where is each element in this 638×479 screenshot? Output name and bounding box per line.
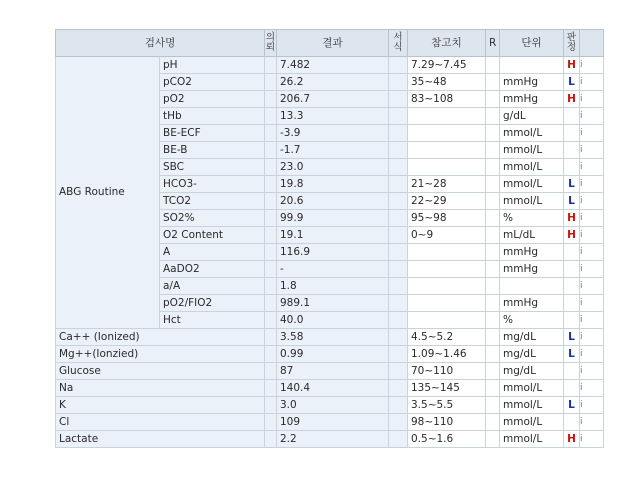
extra-cell[interactable]: i <box>580 159 604 176</box>
reference-cell[interactable] <box>408 159 486 176</box>
r-cell[interactable] <box>486 346 500 363</box>
r-cell[interactable] <box>486 397 500 414</box>
reference-cell[interactable]: 95~98 <box>408 210 486 227</box>
record-cell[interactable] <box>265 176 277 193</box>
test-name-cell[interactable]: Lactate <box>56 431 265 448</box>
judgment-flag[interactable] <box>564 414 580 431</box>
r-cell[interactable] <box>486 278 500 295</box>
test-name-cell[interactable]: Na <box>56 380 265 397</box>
extra-cell[interactable]: i <box>580 227 604 244</box>
extra-cell[interactable]: i <box>580 397 604 414</box>
column-header-record[interactable]: 의뢰 <box>265 30 277 57</box>
reference-cell[interactable]: 0~9 <box>408 227 486 244</box>
form-cell[interactable] <box>389 159 408 176</box>
reference-cell[interactable] <box>408 142 486 159</box>
unit-cell[interactable]: mmHg <box>500 261 564 278</box>
judgment-flag[interactable]: L <box>564 397 580 414</box>
record-cell[interactable] <box>265 261 277 278</box>
result-cell[interactable]: 23.0 <box>277 159 389 176</box>
test-name-cell[interactable]: pH <box>160 57 265 74</box>
unit-cell[interactable]: mmol/L <box>500 176 564 193</box>
unit-cell[interactable]: mg/dL <box>500 346 564 363</box>
unit-cell[interactable]: mmol/L <box>500 142 564 159</box>
record-cell[interactable] <box>265 295 277 312</box>
column-header-result[interactable]: 결과 <box>277 30 389 57</box>
result-cell[interactable]: 3.0 <box>277 397 389 414</box>
extra-cell[interactable]: i <box>580 108 604 125</box>
r-cell[interactable] <box>486 295 500 312</box>
result-cell[interactable]: 26.2 <box>277 74 389 91</box>
r-cell[interactable] <box>486 159 500 176</box>
result-cell[interactable]: - <box>277 261 389 278</box>
table-row[interactable] <box>56 57 604 74</box>
result-cell[interactable]: 87 <box>277 363 389 380</box>
judgment-flag[interactable]: L <box>564 346 580 363</box>
reference-cell[interactable]: 3.5~5.5 <box>408 397 486 414</box>
table-row[interactable] <box>56 363 604 380</box>
unit-cell[interactable]: mmol/L <box>500 380 564 397</box>
r-cell[interactable] <box>486 244 500 261</box>
lab-results-table <box>55 29 604 448</box>
extra-cell[interactable]: i <box>580 74 604 91</box>
r-cell[interactable] <box>486 91 500 108</box>
form-cell[interactable] <box>389 142 408 159</box>
record-cell[interactable] <box>265 329 277 346</box>
extra-cell[interactable]: i <box>580 363 604 380</box>
record-cell[interactable] <box>265 346 277 363</box>
record-cell[interactable] <box>265 159 277 176</box>
judgment-flag[interactable] <box>564 108 580 125</box>
extra-cell[interactable]: i <box>580 278 604 295</box>
column-header-test-name[interactable]: 검사명 <box>56 30 265 57</box>
judgment-flag[interactable]: L <box>564 329 580 346</box>
reference-cell[interactable]: 21~28 <box>408 176 486 193</box>
extra-cell[interactable]: i <box>580 193 604 210</box>
judgment-flag[interactable] <box>564 380 580 397</box>
result-cell[interactable]: 206.7 <box>277 91 389 108</box>
r-cell[interactable] <box>486 363 500 380</box>
record-cell[interactable] <box>265 363 277 380</box>
record-cell[interactable] <box>265 397 277 414</box>
form-cell[interactable] <box>389 176 408 193</box>
judgment-flag[interactable] <box>564 261 580 278</box>
test-name-cell[interactable]: BE-B <box>160 142 265 159</box>
form-cell[interactable] <box>389 380 408 397</box>
unit-cell[interactable]: mmol/L <box>500 414 564 431</box>
r-cell[interactable] <box>486 74 500 91</box>
unit-cell[interactable]: % <box>500 312 564 329</box>
unit-cell[interactable]: mg/dL <box>500 363 564 380</box>
reference-cell[interactable] <box>408 244 486 261</box>
result-cell[interactable]: 7.482 <box>277 57 389 74</box>
record-cell[interactable] <box>265 227 277 244</box>
column-header-form[interactable]: 서식 <box>389 30 408 57</box>
test-name-cell[interactable]: A <box>160 244 265 261</box>
extra-cell[interactable]: i <box>580 57 604 74</box>
test-name-cell[interactable]: Glucose <box>56 363 265 380</box>
extra-cell[interactable]: i <box>580 431 604 448</box>
reference-cell[interactable]: 98~110 <box>408 414 486 431</box>
judgment-flag[interactable]: H <box>564 431 580 448</box>
judgment-flag[interactable] <box>564 312 580 329</box>
table-row[interactable] <box>56 414 604 431</box>
reference-cell[interactable]: 135~145 <box>408 380 486 397</box>
column-header-unit[interactable]: 단위 <box>500 30 564 57</box>
result-cell[interactable]: 109 <box>277 414 389 431</box>
extra-cell[interactable]: i <box>580 346 604 363</box>
column-header-judgment[interactable]: 판정 <box>564 30 580 57</box>
form-cell[interactable] <box>389 244 408 261</box>
test-name-cell[interactable]: SO2% <box>160 210 265 227</box>
r-cell[interactable] <box>486 312 500 329</box>
extra-cell[interactable]: i <box>580 244 604 261</box>
r-cell[interactable] <box>486 261 500 278</box>
form-cell[interactable] <box>389 108 408 125</box>
reference-cell[interactable] <box>408 125 486 142</box>
extra-cell[interactable]: i <box>580 125 604 142</box>
reference-cell[interactable] <box>408 278 486 295</box>
r-cell[interactable] <box>486 210 500 227</box>
judgment-flag[interactable]: H <box>564 227 580 244</box>
r-cell[interactable] <box>486 57 500 74</box>
result-cell[interactable]: 20.6 <box>277 193 389 210</box>
reference-cell[interactable]: 22~29 <box>408 193 486 210</box>
extra-cell[interactable]: i <box>580 414 604 431</box>
r-cell[interactable] <box>486 142 500 159</box>
table-row[interactable] <box>56 397 604 414</box>
test-name-cell[interactable]: a/A <box>160 278 265 295</box>
reference-cell[interactable] <box>408 295 486 312</box>
column-header-extra <box>580 30 604 57</box>
form-cell[interactable] <box>389 210 408 227</box>
test-name-cell[interactable]: TCO2 <box>160 193 265 210</box>
table-row[interactable] <box>56 431 604 448</box>
header-row <box>56 30 604 57</box>
test-name-cell[interactable]: tHb <box>160 108 265 125</box>
form-cell[interactable] <box>389 414 408 431</box>
form-cell[interactable] <box>389 125 408 142</box>
unit-cell[interactable] <box>500 57 564 74</box>
r-cell[interactable] <box>486 193 500 210</box>
r-cell[interactable] <box>486 329 500 346</box>
reference-cell[interactable]: 7.29~7.45 <box>408 57 486 74</box>
judgment-flag[interactable] <box>564 278 580 295</box>
result-cell[interactable]: 3.58 <box>277 329 389 346</box>
test-name-cell[interactable]: pCO2 <box>160 74 265 91</box>
form-cell[interactable] <box>389 261 408 278</box>
judgment-flag[interactable]: H <box>564 57 580 74</box>
reference-cell[interactable]: 83~108 <box>408 91 486 108</box>
extra-cell[interactable]: i <box>580 91 604 108</box>
extra-cell[interactable]: i <box>580 210 604 227</box>
result-cell[interactable]: 2.2 <box>277 431 389 448</box>
test-name-cell[interactable]: BE-ECF <box>160 125 265 142</box>
record-cell[interactable] <box>265 125 277 142</box>
reference-cell[interactable]: 70~110 <box>408 363 486 380</box>
unit-cell[interactable]: mg/dL <box>500 329 564 346</box>
unit-cell[interactable]: mmHg <box>500 91 564 108</box>
judgment-flag[interactable]: H <box>564 91 580 108</box>
record-cell[interactable] <box>265 312 277 329</box>
test-name-cell[interactable]: pO2/FIO2 <box>160 295 265 312</box>
r-cell[interactable] <box>486 227 500 244</box>
extra-cell[interactable]: i <box>580 261 604 278</box>
unit-cell[interactable]: mmol/L <box>500 193 564 210</box>
test-name-cell[interactable]: Hct <box>160 312 265 329</box>
judgment-flag[interactable] <box>564 295 580 312</box>
r-cell[interactable] <box>486 176 500 193</box>
result-cell[interactable]: -3.9 <box>277 125 389 142</box>
extra-cell[interactable]: i <box>580 142 604 159</box>
form-cell[interactable] <box>389 278 408 295</box>
test-name-cell[interactable]: HCO3- <box>160 176 265 193</box>
judgment-flag[interactable]: L <box>564 74 580 91</box>
judgment-flag[interactable] <box>564 363 580 380</box>
record-cell[interactable] <box>265 431 277 448</box>
reference-cell[interactable]: 1.09~1.46 <box>408 346 486 363</box>
form-cell[interactable] <box>389 91 408 108</box>
judgment-flag[interactable]: L <box>564 176 580 193</box>
unit-cell[interactable]: g/dL <box>500 108 564 125</box>
result-cell[interactable]: 19.8 <box>277 176 389 193</box>
unit-cell[interactable]: mmHg <box>500 74 564 91</box>
result-cell[interactable]: 19.1 <box>277 227 389 244</box>
form-cell[interactable] <box>389 312 408 329</box>
judgment-flag[interactable]: L <box>564 193 580 210</box>
result-cell[interactable]: 1.8 <box>277 278 389 295</box>
result-cell[interactable]: -1.7 <box>277 142 389 159</box>
form-cell[interactable] <box>389 346 408 363</box>
reference-cell[interactable]: 4.5~5.2 <box>408 329 486 346</box>
judgment-flag[interactable] <box>564 244 580 261</box>
test-name-cell[interactable]: pO2 <box>160 91 265 108</box>
form-cell[interactable] <box>389 363 408 380</box>
form-cell[interactable] <box>389 295 408 312</box>
record-cell[interactable] <box>265 142 277 159</box>
unit-cell[interactable]: % <box>500 210 564 227</box>
table-row[interactable] <box>56 380 604 397</box>
column-header-reference[interactable]: 참고치 <box>408 30 486 57</box>
record-cell[interactable] <box>265 57 277 74</box>
record-cell[interactable] <box>265 193 277 210</box>
form-cell[interactable] <box>389 227 408 244</box>
unit-cell[interactable]: mmol/L <box>500 125 564 142</box>
r-cell[interactable] <box>486 108 500 125</box>
test-name-cell[interactable]: Cl <box>56 414 265 431</box>
unit-cell[interactable]: mmol/L <box>500 431 564 448</box>
test-name-cell[interactable]: AaDO2 <box>160 261 265 278</box>
record-cell[interactable] <box>265 414 277 431</box>
extra-cell[interactable]: i <box>580 312 604 329</box>
unit-cell[interactable]: mmHg <box>500 244 564 261</box>
record-cell[interactable] <box>265 74 277 91</box>
form-cell[interactable] <box>389 431 408 448</box>
record-cell[interactable] <box>265 380 277 397</box>
extra-cell[interactable]: i <box>580 329 604 346</box>
reference-cell[interactable] <box>408 108 486 125</box>
result-cell[interactable]: 140.4 <box>277 380 389 397</box>
test-name-cell[interactable]: Mg++(Ionzied) <box>56 346 265 363</box>
test-name-cell[interactable]: Ca++ (Ionized) <box>56 329 265 346</box>
judgment-flag[interactable]: H <box>564 210 580 227</box>
test-name-cell[interactable]: K <box>56 397 265 414</box>
unit-cell[interactable]: mL/dL <box>500 227 564 244</box>
unit-cell[interactable] <box>500 278 564 295</box>
test-name-cell[interactable]: O2 Content <box>160 227 265 244</box>
r-cell[interactable] <box>486 380 500 397</box>
result-cell[interactable]: 0.99 <box>277 346 389 363</box>
r-cell[interactable] <box>486 125 500 142</box>
judgment-flag[interactable] <box>564 142 580 159</box>
record-cell[interactable] <box>265 278 277 295</box>
unit-cell[interactable]: mmHg <box>500 295 564 312</box>
reference-cell[interactable]: 0.5~1.6 <box>408 431 486 448</box>
form-cell[interactable] <box>389 329 408 346</box>
unit-cell[interactable]: mmol/L <box>500 397 564 414</box>
form-cell[interactable] <box>389 397 408 414</box>
column-header-r[interactable]: R <box>486 30 500 57</box>
test-name-cell[interactable]: SBC <box>160 159 265 176</box>
result-cell[interactable]: 116.9 <box>277 244 389 261</box>
reference-cell[interactable] <box>408 312 486 329</box>
form-cell[interactable] <box>389 193 408 210</box>
reference-cell[interactable] <box>408 261 486 278</box>
judgment-flag[interactable] <box>564 159 580 176</box>
results-body <box>56 57 604 448</box>
unit-cell[interactable]: mmol/L <box>500 159 564 176</box>
table-row[interactable] <box>56 346 604 363</box>
result-cell[interactable]: 989.1 <box>277 295 389 312</box>
result-cell[interactable]: 40.0 <box>277 312 389 329</box>
form-cell[interactable] <box>389 74 408 91</box>
record-cell[interactable] <box>265 210 277 227</box>
r-cell[interactable] <box>486 431 500 448</box>
r-cell[interactable] <box>486 414 500 431</box>
judgment-flag[interactable] <box>564 125 580 142</box>
table-row[interactable] <box>56 329 604 346</box>
extra-cell[interactable]: i <box>580 176 604 193</box>
record-cell[interactable] <box>265 108 277 125</box>
record-cell[interactable] <box>265 244 277 261</box>
form-cell[interactable] <box>389 57 408 74</box>
result-cell[interactable]: 99.9 <box>277 210 389 227</box>
reference-cell[interactable]: 35~48 <box>408 74 486 91</box>
record-cell[interactable] <box>265 91 277 108</box>
extra-cell[interactable]: i <box>580 295 604 312</box>
group-label-cell: ABG Routine <box>56 57 160 329</box>
result-cell[interactable]: 13.3 <box>277 108 389 125</box>
extra-cell[interactable]: i <box>580 380 604 397</box>
